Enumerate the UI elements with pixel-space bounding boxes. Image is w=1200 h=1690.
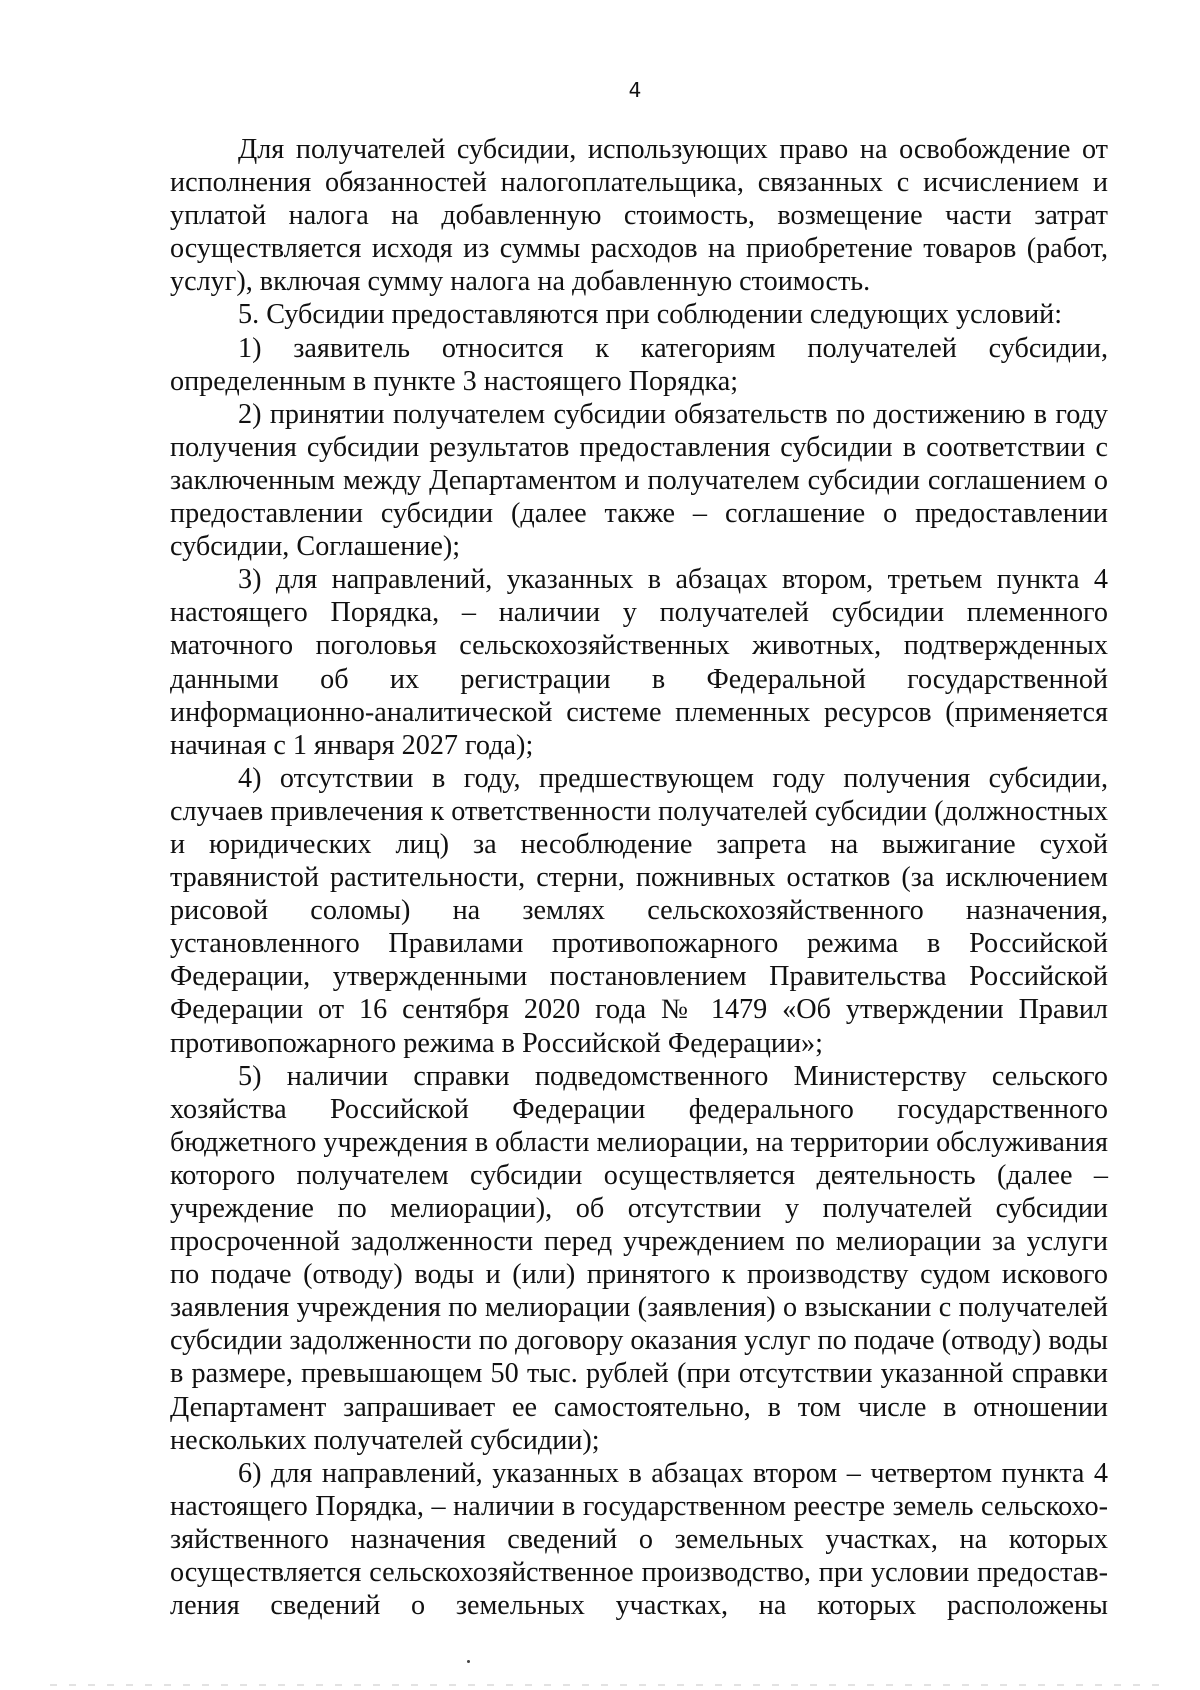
document-body	[170, 133, 1108, 1622]
paragraph-condition-4: 4) отсутствии в году, предшествующем году получения субсидии, случаев привлечения к ответственности получателей субсидии (должностных и юридических лиц) за несоблюдение запрета на выжигание сухой травянистой растительности, стерни, пожнивных остатков (за исключением рисовой соломы) на землях сельскохозяйственного назначения, установленного Правилами противопожарного режима в Российской Федерации, утвержденными постановлением Правительства Российской Федерации от 16 сентября 2020 года № 1479 «Об утверждении Правил противопожарного режима в Российской Федерации»;	[170, 762, 1108, 1059]
paragraph-condition-5: 5) наличии справки подведомственного Министерству сельского хозяйства Российской Федерации федерального государственного бюджетного учреждения в области мелиорации, на территории обслуживания которого получателем субсидии осуществляется деятельность (далее – учреждение по мелиорации), об отсутствии у получателей субсидии просроченной задолженности перед учреждением по мелиорации за услуги по подаче (отводу) воды и (или) принятого к производству судом искового заявления учреждения по мелиорации (заявления) о взыскании с получателей субсидии задолженности по договору оказания услуг по подаче (отводу) воды в размере, превышающем 50 тыс. рублей (при отсутствии указанной справки Департамент запрашивает ее самостоятельно, в том числе в отношении нескольких получателей субсидии);	[170, 1060, 1108, 1456]
scan-speck	[467, 1660, 470, 1663]
paragraph-condition-6: 6) для направлений, указанных в абзацах втором – четвертом пункта 4 настоящего Порядка, – наличии в государственном реестре земель сельскохозяйственного назначения сведений о земельных участках, на которых осуществляется сельскохозяйственное производство, при условии предоставления сведений о земельных участках, на которых расположены	[170, 1457, 1108, 1622]
scan-bottom-edge	[50, 1684, 1160, 1686]
paragraph-condition-2: 2) принятии получателем субсидии обязательств по достижению в году получения субсидии результатов предоставления субсидии в соответствии с заключенным между Департаментом и получателем субсидии соглашением о предоставлении субсидии (далее также – соглашение о предоставлении субсидии, Соглашение);	[170, 398, 1108, 563]
paragraph-condition-3: 3) для направлений, указанных в абзацах втором, третьем пункта 4 настоящего Порядка, – наличии у получателей субсидии племенного маточного поголовья сельскохозяйственных животных, подтвержденных данными об их регистрации в Федеральной государственной информационно-аналитической системе племенных ресурсов (применяется начиная с 1 января 2027 года);	[170, 564, 1108, 761]
page-number: 4	[628, 78, 642, 102]
paragraph-clause-5-heading: 5. Субсидии предоставляются при соблюдении следующих условий:	[238, 299, 1063, 331]
paragraph-condition-1: 1) заявитель относится к категориям получателей субсидии, определенным в пункте 3 настоящего Порядка;	[170, 332, 1108, 397]
paragraph-vat-exemption: Для получателей субсидии, использующих право на освобождение от исполнения обязанностей налогоплательщика, связанных с исчислением и уплатой налога на добавленную стоимость, возмещение части затрат осуществляется исходя из суммы расходов на приобретение товаров (работ, услуг), включая сумму налога на добавленную стоимость.	[170, 134, 1108, 298]
